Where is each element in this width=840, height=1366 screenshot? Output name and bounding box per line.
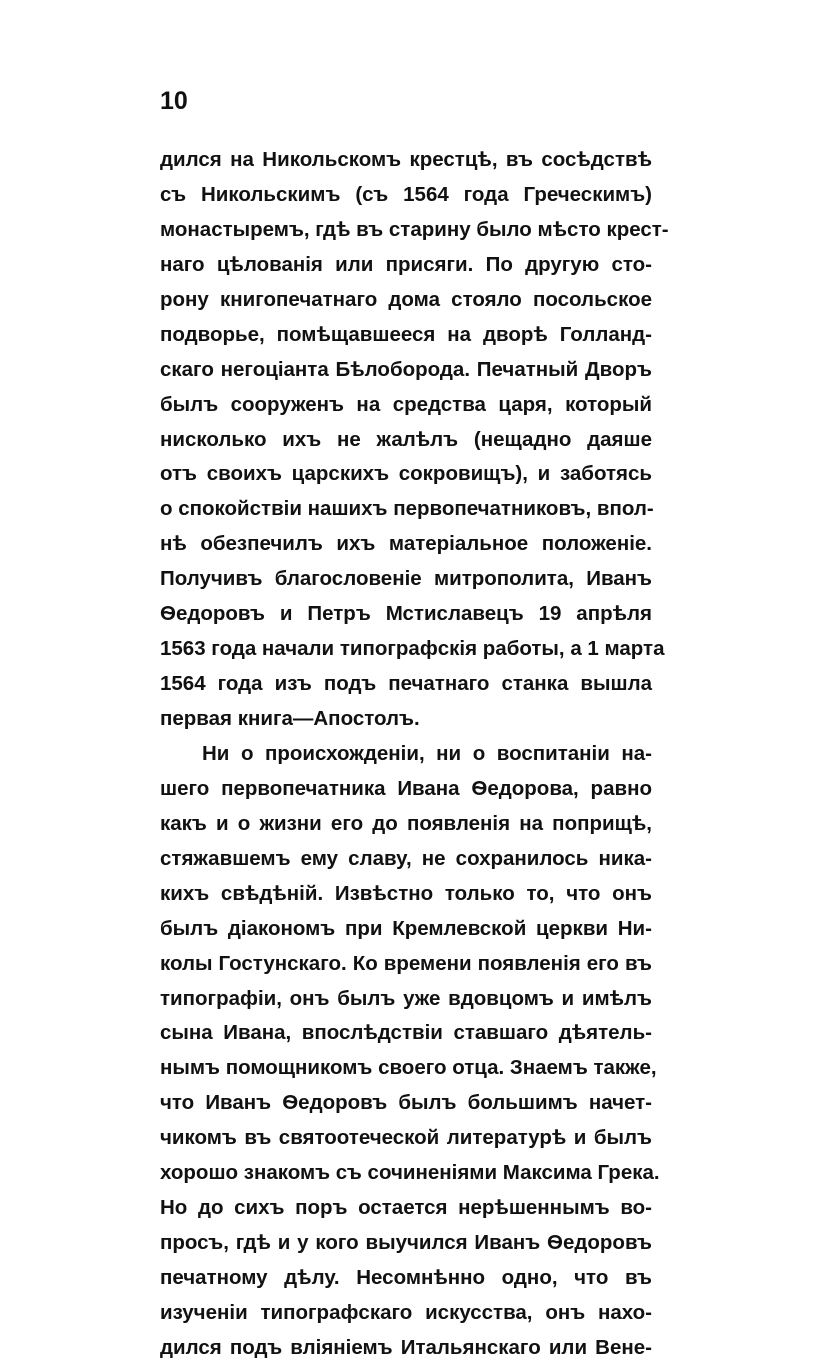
text-line: былъ сооруженъ на средства царя, который [160,392,652,416]
text-line: Но до сихъ поръ остается нерѣшеннымъ во- [160,1196,652,1220]
body-text [160,143,669,1366]
text-line: 1563 года начали типографскія работы, а 1 марта [160,637,665,661]
text-line: монастыремъ, гдѣ въ старину было мѣсто крест- [160,217,669,241]
paragraph-end-line: первая книга—Апостолъ. [160,707,420,730]
text-line: дился подъ вліяніемъ Итальянскаго или Вене- [160,1335,652,1359]
text-line: скаго негоціанта Бѣлоборода. Печатный Дворъ [160,357,652,381]
text-line: нисколько ихъ не жалѣлъ (нещадно даяше [160,427,652,451]
text-line: нымъ помощникомъ своего отца. Знаемъ также, [160,1056,657,1080]
text-line: съ Никольскимъ (съ 1564 года Греческимъ) [160,182,652,206]
text-line: шего первопечатника Ивана Ѳедорова, равно [160,776,652,800]
text-line: Получивъ благословеніе митрополита, Иванъ [160,567,652,591]
text-line: подворье, помѣщавшееся на дворѣ Голланд- [160,322,652,346]
text-line: 1564 года изъ подъ печатнаго станка вышла [160,672,652,696]
text-line: стяжавшемъ ему славу, не сохранилось ника- [160,846,652,870]
text-line: что Иванъ Ѳедоровъ былъ большимъ начет- [160,1091,652,1115]
text-line: дился на Никольскомъ крестцѣ, въ сосѣдствѣ [160,148,652,171]
text-line: отъ своихъ царскихъ сокровищъ), и заботясь [160,462,652,486]
text-line: сына Ивана, впослѣдствіи ставшаго дѣятель- [160,1021,652,1045]
text-line: нѣ обезпечилъ ихъ матеріальное положеніе. [160,532,652,556]
text-line: колы Гостунскаго. Ко времени появленія его въ [160,951,652,975]
text-line: былъ діакономъ при Кремлевской церкви Ни- [160,916,652,940]
text-line: просъ, гдѣ и у кого выучился Иванъ Ѳедоровъ [160,1231,652,1255]
text-line: наго цѣлованія или присяги. По другую сто- [160,252,652,276]
text-line: кихъ свѣдѣній. Извѣстно только то, что онъ [160,881,652,905]
text-line: о спокойствіи нашихъ первопечатниковъ, впол- [160,497,654,521]
text-line: изученіи типографскаго искусства, онъ нахо- [160,1300,652,1324]
text-line: чикомъ въ святоотеческой литературѣ и былъ [160,1126,652,1150]
page-number: 10 [160,87,188,115]
text-line: хорошо знакомъ съ сочиненіями Максима Грека. [160,1161,660,1185]
text-line: рону книгопечатнаго дома стояло посольское [160,287,652,311]
paragraph-first-line: Ни о происхожденіи, ни о воспитаніи на- [202,741,652,765]
text-line: печатному дѣлу. Несомнѣнно одно, что въ [160,1266,652,1289]
text-line: какъ и о жизни его до появленія на поприщѣ, [160,811,652,835]
text-line: Ѳедоровъ и Петръ Мстиславецъ 19 апрѣля [160,602,652,626]
text-line: типографіи, онъ былъ уже вдовцомъ и имѣлъ [160,986,652,1010]
